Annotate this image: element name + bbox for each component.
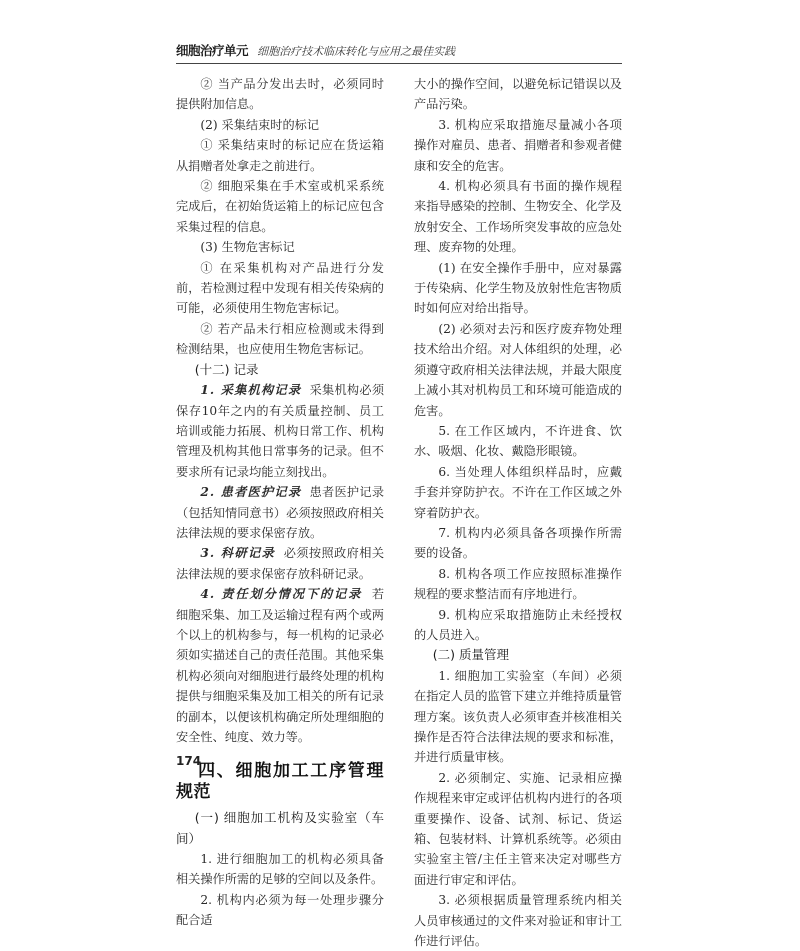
- paragraph: 6. 当处理人体组织样品时，应戴手套并穿防护衣。不许在工作区域之外穿着防护衣。: [414, 464, 622, 520]
- subheading: (3) 生物危害标记: [200, 240, 295, 255]
- header-subtitle: 细胞治疗技术临床转化与应用之最佳实践: [257, 45, 456, 58]
- keyword: 3. 科研记录: [200, 546, 276, 561]
- keyword: 2. 患者医护记录: [200, 485, 302, 500]
- paragraph: [176, 584, 384, 747]
- paragraph: 3. 必须根据质量管理系统内相关人员审核通过的文件来对验证和审计工作进行评估。: [414, 893, 622, 949]
- paragraph: [176, 543, 384, 584]
- paragraph: 1. 细胞加工实验室（车间）必须在指定人员的监管下建立并维持质量管理方案。该负责人必须审查并核准相关操作是否符合法律法规的要求和标准，并进行质量审核。: [414, 668, 622, 765]
- paragraph: ① 采集结束时的标记应在货运箱从捐赠者处拿走之前进行。: [176, 138, 384, 173]
- paragraph: 9. 机构应采取措施防止未经授权的人员进入。: [414, 607, 622, 642]
- paragraph: ① 在采集机构对产品进行分发前，若检测过程中发现有相关传染病的可能，必须使用生物危害标记。: [176, 260, 384, 316]
- paragraph: ② 当产品分发出去时，必须同时提供附加信息。: [176, 77, 384, 112]
- paragraph: ② 若产品未行相应检测或未得到检测结果，也应使用生物危害标记。: [176, 321, 384, 357]
- subsection-heading: (二) 质量管理: [432, 647, 509, 663]
- paragraph: 7. 机构内必须具备各项操作所需要的设备。: [414, 525, 622, 561]
- paragraph: (1) 在安全操作手册中，应对暴露于传染病、化学生物及放射性危害物质时如何应对给出指导。: [414, 260, 622, 316]
- paragraph: [176, 482, 384, 543]
- subheading: (2) 采集结束时的标记: [200, 117, 320, 132]
- paragraph: [176, 380, 384, 482]
- header-brand: 细胞治疗单元: [176, 43, 249, 58]
- keyword: 1. 采集机构记录: [200, 383, 302, 398]
- paragraph: 5. 在工作区域内，不许进食、饮水、吸烟、化妆、戴隐形眼镜。: [414, 423, 622, 459]
- paragraph: (2) 必须对去污和医疗废弃物处理技术给出介绍。对人体组织的处理，必须遵守政府相关法律法规，并最大限度上减小其对机构员工和环境可能造成的危害。: [414, 321, 622, 418]
- paragraph: 2. 机构内必须为每一处理步骤分配合适: [176, 892, 384, 928]
- paragraph: 1. 进行细胞加工的机构必须具备相关操作所需的足够的空间以及条件。: [176, 852, 384, 887]
- header-divider: [176, 63, 622, 64]
- paragraph-text: 患者医护记录（包括知情同意书）必须按照政府相关法律法规的要求保密存放。: [176, 485, 385, 540]
- paragraph-text: 若细胞采集、加工及运输过程有两个或两个以上的机构参与，每一机构的记录必须如实描述自己的责任范围。其他采集机构必须向对细胞进行最终处理的机构提供与细胞采集及加工相关的所有记录的副本，以便该机构确定所处理细胞的安全性、纯度、效力等。: [176, 587, 385, 744]
- paragraph-text: 必须按照政府相关法律法规的要求保密存放科研记录。: [176, 546, 385, 581]
- section-title: 四、细胞加工工序管理规范: [176, 761, 384, 802]
- page-number: 174: [176, 754, 202, 768]
- section-heading-records: (十二) 记录: [194, 361, 259, 377]
- paragraph: ② 细胞采集在手术室或机采系统完成后，在初始货运箱上的标记应包含采集过程的信息。: [176, 179, 384, 234]
- running-header: [176, 40, 622, 64]
- paragraph: 大小的操作空间，以避免标记错误以及产品污染。: [414, 77, 622, 112]
- paragraph: 4. 机构必须具有书面的操作规程来指导感染的控制、生物安全、化学及放射安全、工作场所突发事故的应急处理、废弃物的处理。: [414, 179, 622, 255]
- keyword: 4. 责任划分情况下的记录: [200, 587, 363, 602]
- paragraph: 2. 必须制定、实施、记录相应操作规程来审定或评估机构内进行的各项重要操作、设备、试剂、标记、货运箱、包装材料、计算机系统等。必须由实验室主管/主任主管来决定对哪些方面进行审定和评估。: [414, 770, 622, 887]
- paragraph: 8. 机构各项工作应按照标准操作规程的要求整洁而有序地进行。: [414, 566, 622, 602]
- left-column: [176, 74, 384, 931]
- subsection-heading: (一) 细胞加工机构及实验室（车间）: [176, 810, 384, 846]
- right-column: [414, 74, 622, 951]
- paragraph-text: 采集机构必须保存10年之内的有关质量控制、员工培训或能力拓展、机构日常工作、机构管理及机构其他日常事务的记录。但不要求所有记录均能立刻找出。: [176, 383, 385, 479]
- paragraph: 3. 机构应采取措施尽量减小各项操作对雇员、患者、捐赠者和参观者健康和安全的危害。: [414, 117, 622, 173]
